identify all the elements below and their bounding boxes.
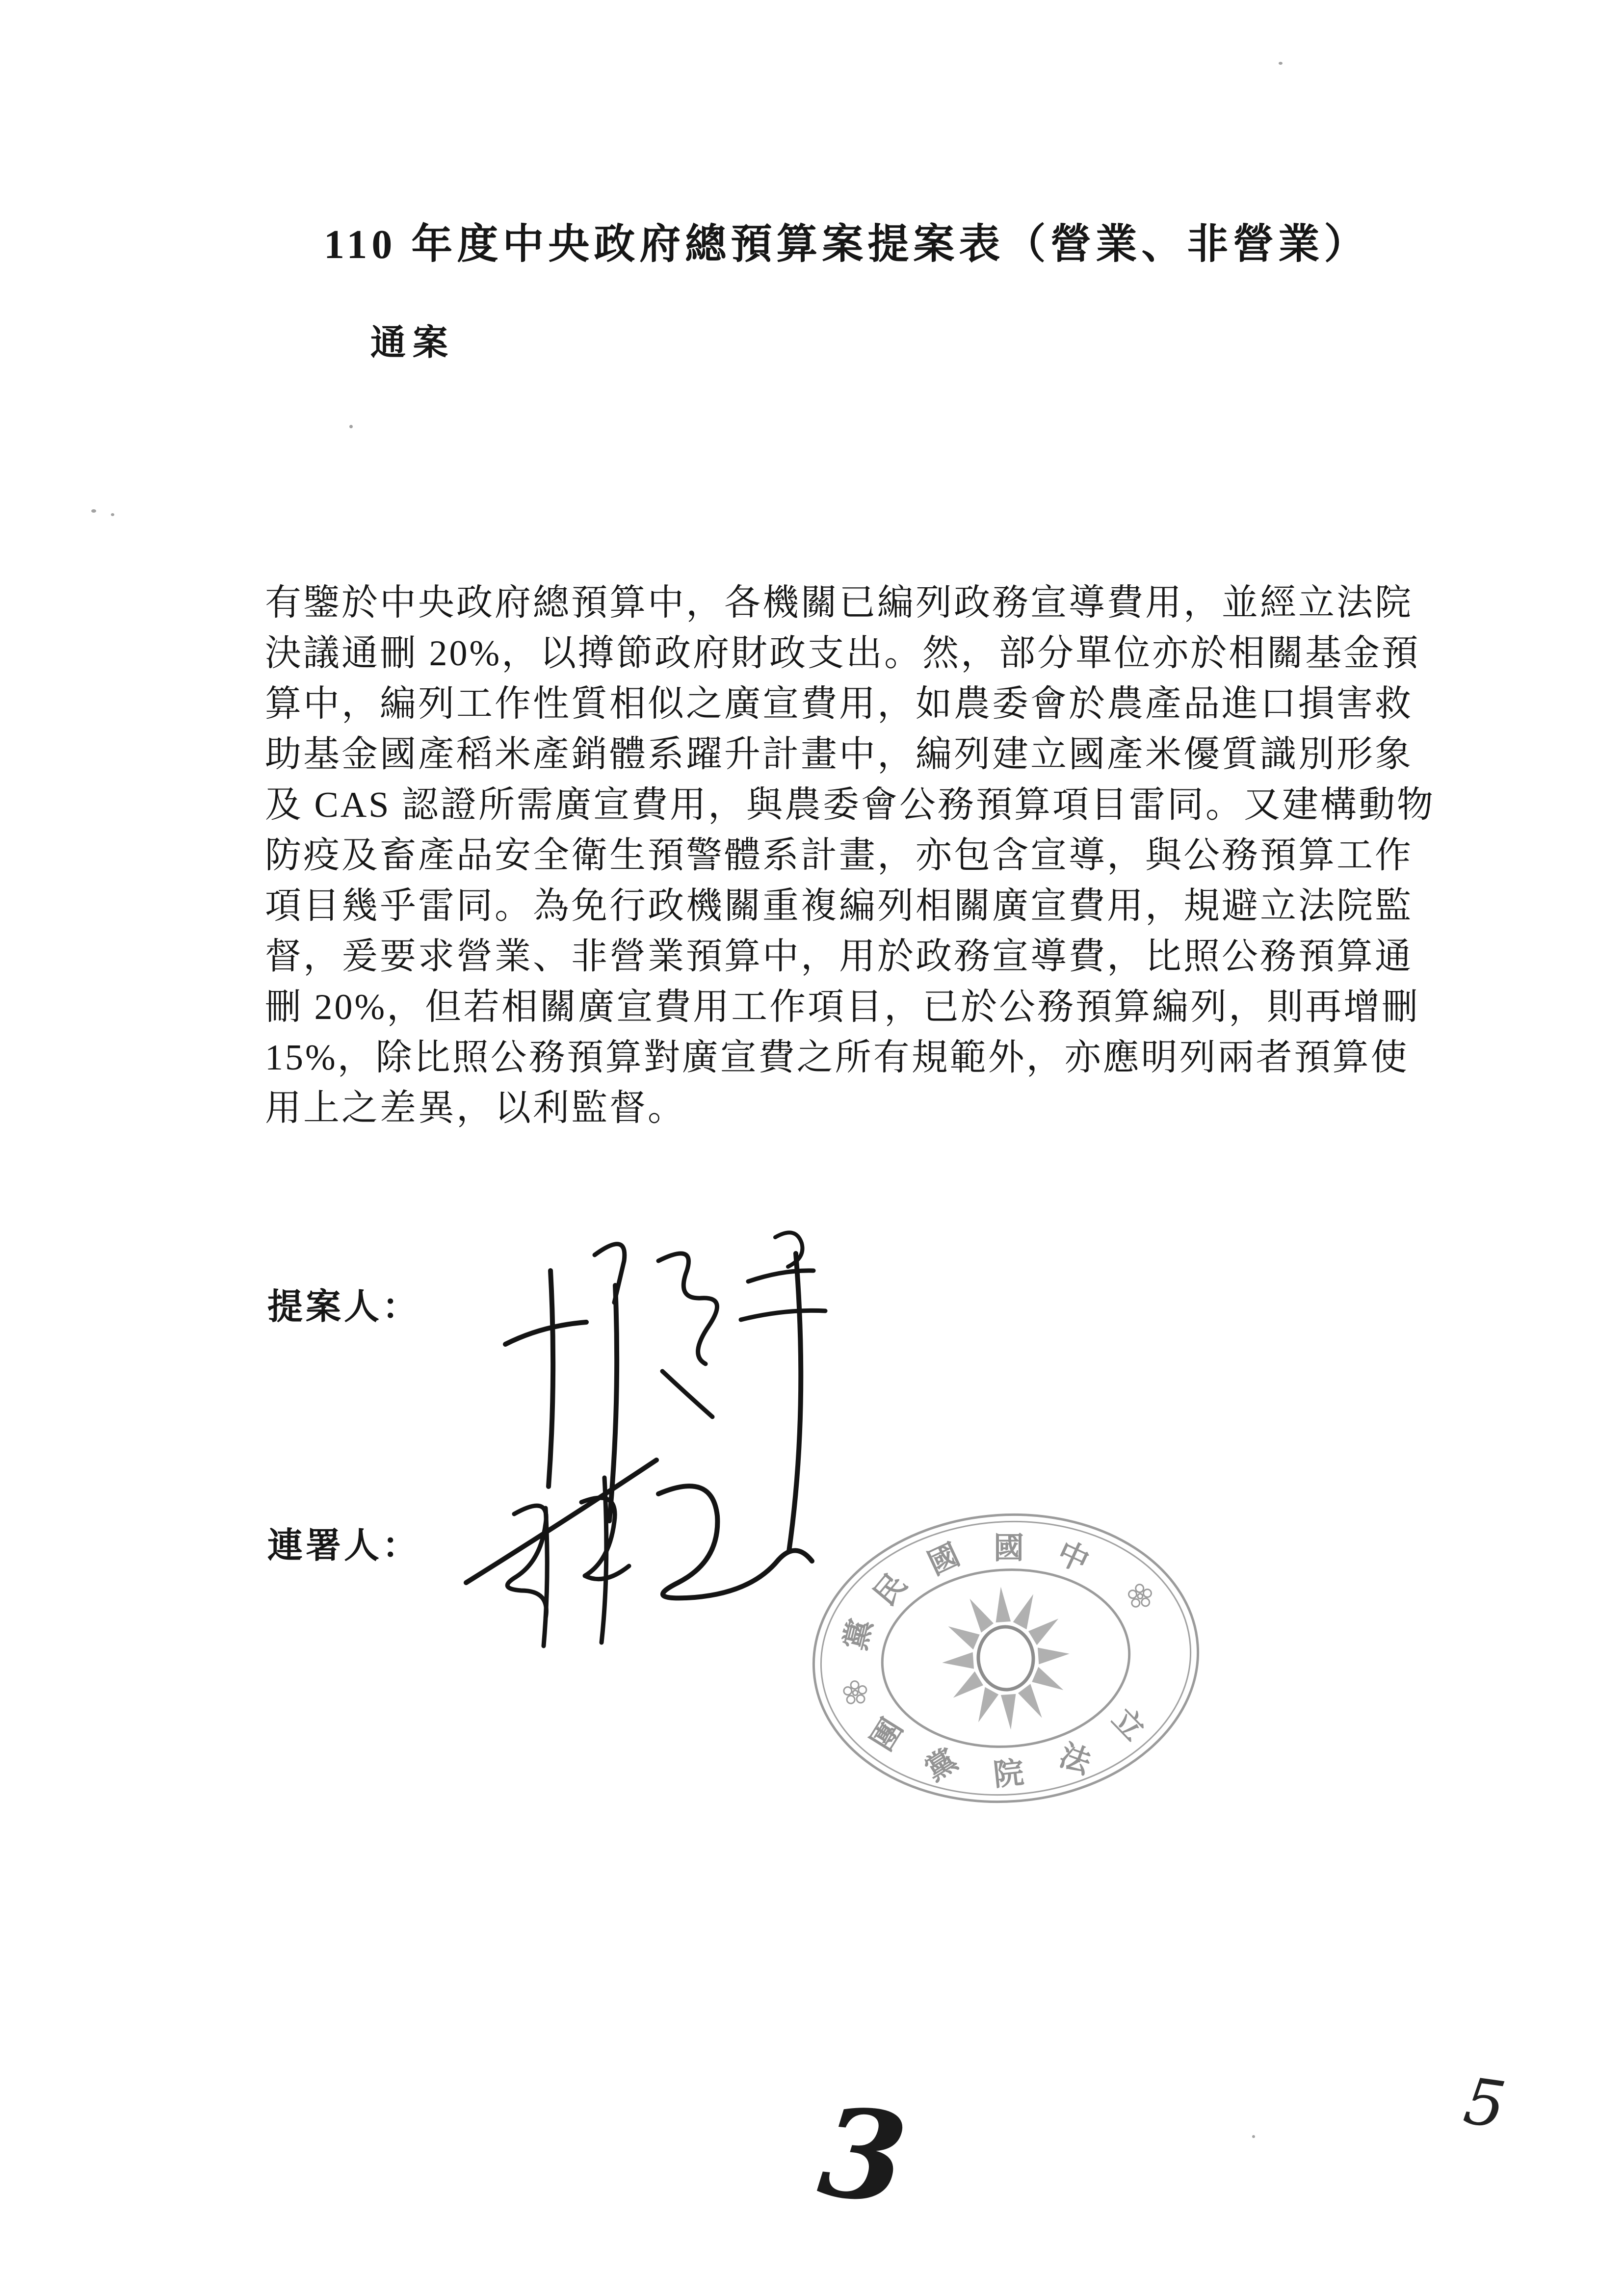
body-line: 算中，編列工作性質相似之廣宣費用，如農委會於農產品進口損害救 (265, 684, 1413, 724)
document-title: 110 年度中央政府總預算案提案表（營業、非營業） (324, 222, 1370, 267)
scan-speck (349, 425, 353, 428)
case-type-label: 通案 (370, 323, 455, 363)
stamp-ring-char: 國 (993, 1532, 1024, 1565)
scan-speck (91, 509, 96, 513)
body-line: 有鑒於中央政府總預算中，各機關已編列政務宣導費用，並經立法院 (265, 583, 1413, 623)
body-line: 刪 20%，但若相關廣宣費用工作項目，已於公務預算編列，則再增刪 (265, 987, 1420, 1027)
body-line: 防疫及畜產品安全衛生預警體系計畫，亦包含宣導，與公務預算工作 (265, 835, 1413, 876)
stamp-ring-char: 團 (865, 1713, 910, 1757)
body-line: 督，爰要求營業、非營業預算中，用於政務宣導費，比照公務預算通 (265, 937, 1413, 977)
plum-blossom-icon (1126, 1582, 1154, 1611)
kmt-caucus-stamp (800, 1498, 1212, 1819)
body-line: 項目幾乎雷同。為免行政機關重複編列相關廣宣費用，規避立法院監 (265, 886, 1413, 926)
proposer-label: 提案人： (267, 1287, 421, 1327)
cosigner-label: 連署人： (267, 1526, 421, 1565)
scan-speck (1279, 62, 1283, 65)
stamp-ring-char: 院 (992, 1756, 1026, 1793)
scan-speck (1252, 2135, 1255, 2138)
scan-speck (111, 513, 114, 516)
body-line: 助基金國產稻米產銷體系躍升計畫中，編列建立國產米優質識別形象 (265, 734, 1413, 775)
body-line: 15%，除比照公務預算對廣宣費之所有規範外，亦應明列兩者預算使 (265, 1038, 1409, 1078)
stamp-ring-char: 法 (1055, 1739, 1095, 1781)
stamp-ring-char: 立 (1105, 1702, 1151, 1748)
body-line: 及 CAS 認證所需廣宣費用，與農委會公務預算項目雷同。又建構動物 (265, 785, 1435, 825)
stamp-ring-char: 黨 (919, 1743, 964, 1788)
stamp-ring-char: 中 (1052, 1536, 1094, 1579)
body-line: 用上之差異，以利監督。 (265, 1088, 686, 1128)
body-line: 決議通刪 20%，以撙節政府財政支出。然，部分單位亦於相關基金預 (265, 633, 1420, 674)
stamp-ring-char: 黨 (838, 1616, 879, 1654)
plum-blossom-icon (841, 1679, 869, 1707)
cosigner-signature (422, 1447, 854, 1683)
stamp-ring-char: 民 (868, 1567, 914, 1613)
stamp-ring-char: 國 (923, 1538, 965, 1582)
proposal-body (265, 578, 1442, 1134)
handwritten-page-number: 3 (813, 2079, 913, 2232)
corner-page-number: 5 (1459, 2063, 1510, 2143)
